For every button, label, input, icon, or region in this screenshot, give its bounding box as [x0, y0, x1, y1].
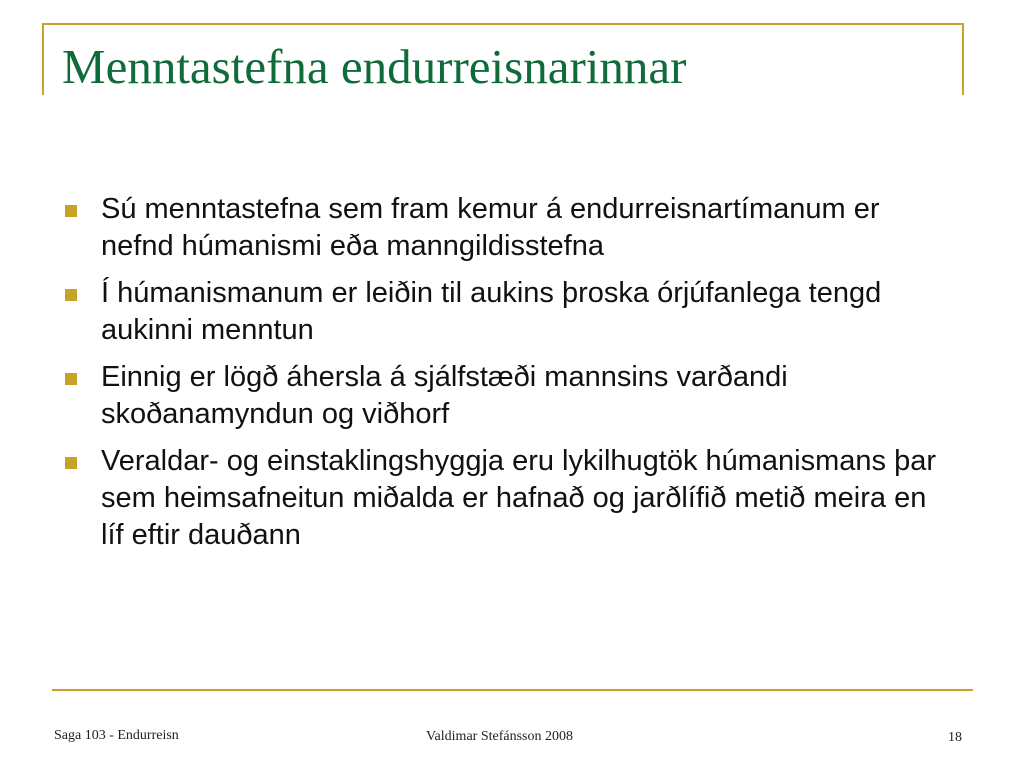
bullet-text: Veraldar- og einstaklingshyggja eru lykilhugtök húmanismans þar sem heimsafneitun miðalda er hafnað og jarðlífið metið meira en líf eftir dauðann	[101, 445, 937, 551]
bullet-item	[62, 359, 942, 433]
footer-course-label: Saga 103 - Endurreisn	[54, 728, 179, 743]
bullet-text: Einnig er lögð áhersla á sjálfstæði mannsins varðandi skoðanamyndun og viðhorf	[101, 361, 788, 430]
bullet-item	[62, 275, 942, 349]
slide-title: Menntastefna endurreisnarinnar	[62, 39, 687, 94]
square-bullet-icon	[65, 457, 77, 469]
square-bullet-icon	[65, 373, 77, 385]
bullet-list	[62, 191, 942, 564]
bullet-item	[62, 191, 942, 265]
title-frame-left-rule	[42, 23, 44, 95]
footer-author-label: Valdimar Stefánsson 2008	[426, 729, 573, 744]
slide-number: 18	[948, 730, 962, 745]
bullet-text: Sú menntastefna sem fram kemur á endurreisnartímanum er nefnd húmanismi eða manngildisstefna	[101, 193, 880, 262]
footer-rule	[52, 689, 973, 691]
bullet-item	[62, 443, 942, 554]
title-frame-top-rule	[42, 23, 964, 25]
square-bullet-icon	[65, 205, 77, 217]
bullet-text: Í húmanismanum er leiðin til aukins þroska órjúfanlega tengd aukinni menntun	[101, 277, 882, 346]
square-bullet-icon	[65, 289, 77, 301]
title-frame-right-rule	[962, 23, 964, 95]
